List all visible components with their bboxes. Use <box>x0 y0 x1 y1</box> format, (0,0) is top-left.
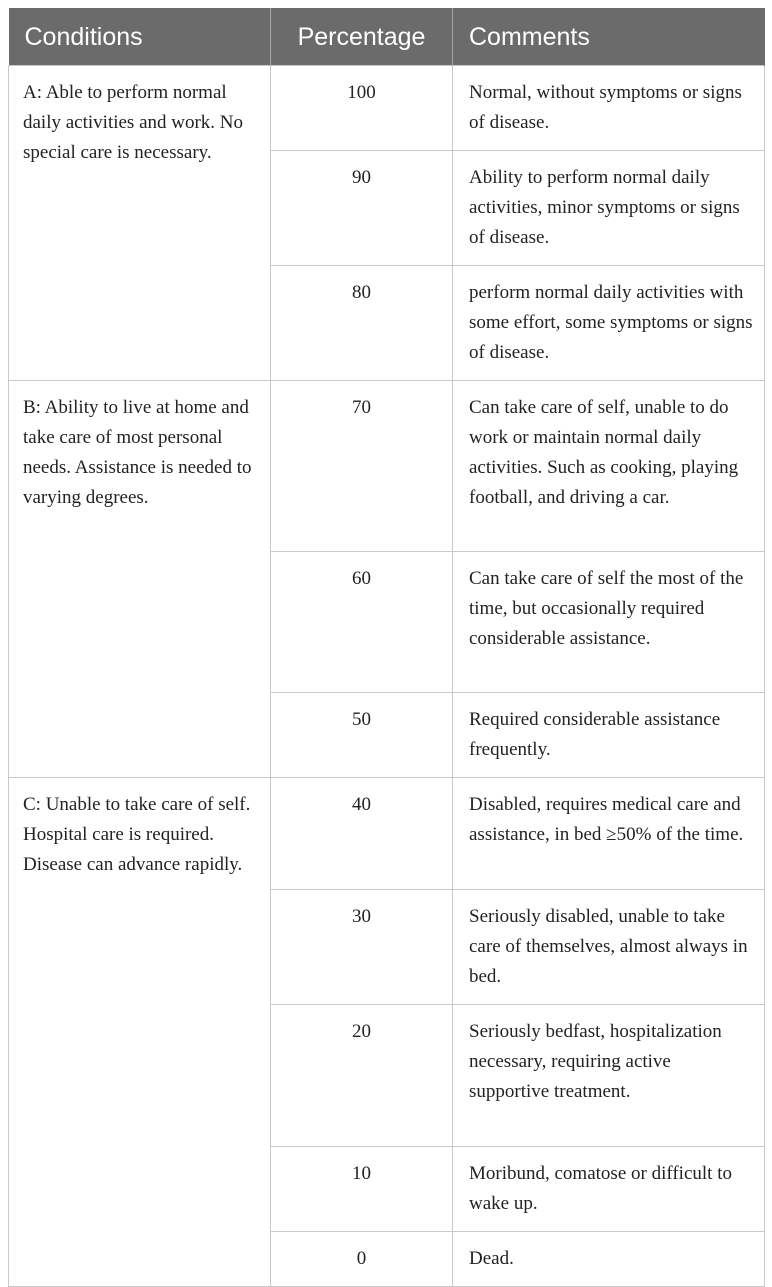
table-header <box>9 9 765 66</box>
comment-line: considerable assistance. <box>469 628 651 649</box>
comment-cell <box>453 1005 765 1147</box>
condition-cell-c: C: Unable to take care of self. Hospital care is required. Disease can advance rapidly. <box>9 778 271 1287</box>
column-header-conditions: Conditions <box>9 9 271 66</box>
percentage-cell: 40 <box>271 778 453 890</box>
column-header-comments: Comments <box>453 9 765 66</box>
comment-cell: Disabled, requires medical care and assistance, in bed ≥50% of the time. <box>453 778 765 890</box>
percentage-cell: 50 <box>271 693 453 778</box>
comment-cell: Can take care of self, unable to do work or maintain normal daily activities. Such as cooking, playing football, and driving a car. <box>453 381 765 552</box>
column-header-percentage: Percentage <box>271 9 453 66</box>
comment-cell: Seriously disabled, unable to take care of themselves, almost always in bed. <box>453 890 765 1005</box>
comment-cell: Dead. <box>453 1232 765 1287</box>
table-body <box>9 66 765 1287</box>
comment-line: Can take care of self the most of the time, but occasionally required <box>469 568 744 619</box>
percentage-cell: 20 <box>271 1005 453 1147</box>
table-row <box>9 66 765 151</box>
comment-line: supportive treatment. <box>469 1081 631 1102</box>
table-row <box>9 778 765 890</box>
percentage-cell: 60 <box>271 552 453 693</box>
comment-line: Seriously bedfast, hospitalization necessary, requiring active <box>469 1021 722 1072</box>
percentage-cell: 90 <box>271 151 453 266</box>
comment-cell <box>453 552 765 693</box>
comment-cell: perform normal daily activities with some effort, some symptoms or signs of disease. <box>453 266 765 381</box>
percentage-cell: 30 <box>271 890 453 1005</box>
percentage-cell: 100 <box>271 66 453 151</box>
condition-cell-a: A: Able to perform normal daily activities and work. No special care is necessary. <box>9 66 271 381</box>
comment-cell: Required considerable assistance frequently. <box>453 693 765 778</box>
karnofsky-performance-table <box>8 8 765 1287</box>
table-row <box>9 381 765 552</box>
header-row <box>9 9 765 66</box>
percentage-cell: 0 <box>271 1232 453 1287</box>
percentage-cell: 10 <box>271 1147 453 1232</box>
percentage-cell: 80 <box>271 266 453 381</box>
comment-cell: Moribund, comatose or difficult to wake up. <box>453 1147 765 1232</box>
comment-cell: Ability to perform normal daily activities, minor symptoms or signs of disease. <box>453 151 765 266</box>
condition-cell-b: B: Ability to live at home and take care of most personal needs. Assistance is needed to varying degrees. <box>9 381 271 778</box>
comment-cell: Normal, without symptoms or signs of disease. <box>453 66 765 151</box>
percentage-cell: 70 <box>271 381 453 552</box>
